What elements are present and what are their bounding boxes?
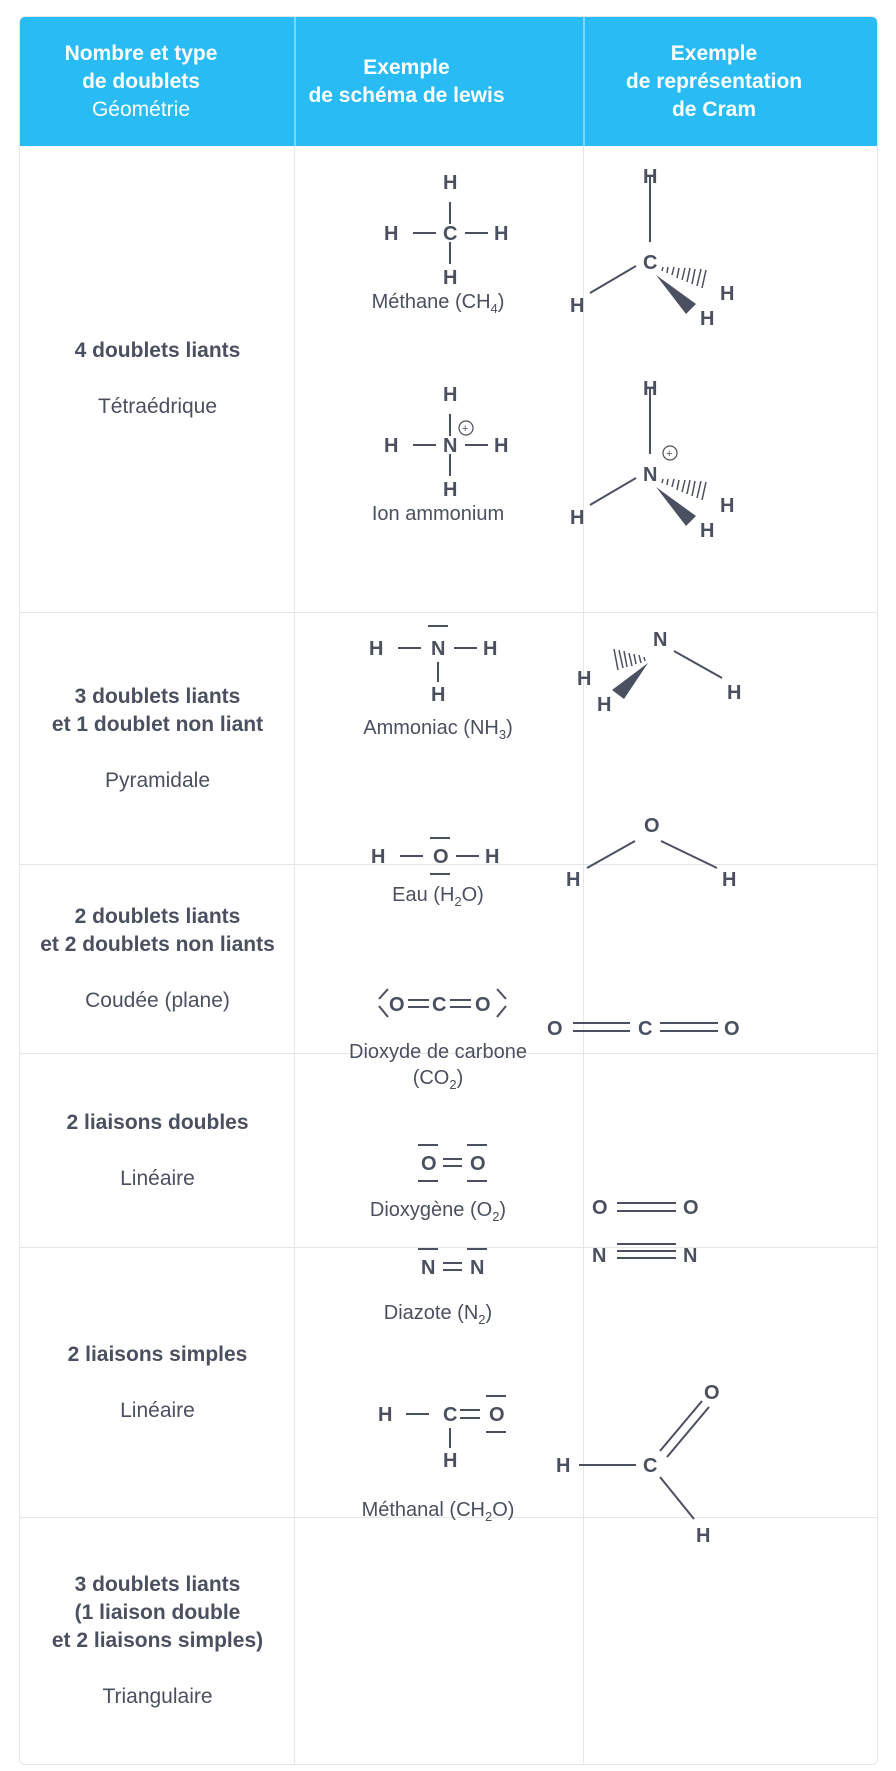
atom-label: H xyxy=(494,223,509,245)
header-text: Géométrie xyxy=(91,97,191,121)
atom-label: H xyxy=(700,520,715,542)
atom-label: H xyxy=(700,308,715,330)
atom-label: H xyxy=(431,684,446,706)
doublet-type: 3 doublets liants xyxy=(74,1573,241,1596)
geometry-name: Coudée (plane) xyxy=(85,989,230,1012)
atom-label: H xyxy=(443,172,458,194)
atom-label: H xyxy=(384,223,399,245)
geometry-table xyxy=(19,16,878,1765)
atom-label: H xyxy=(643,166,658,188)
doublet-type: 3 doublets liants xyxy=(74,684,241,708)
atom-label: N xyxy=(643,464,658,486)
doublet-type: et 2 liaisons simples) xyxy=(51,1629,264,1652)
header-text: Exemple xyxy=(363,55,450,79)
atom-label: C xyxy=(638,1018,653,1040)
atom-label: H xyxy=(696,1525,711,1547)
atom-label: O xyxy=(683,1197,699,1219)
atom-label: H xyxy=(722,869,737,891)
charge-label: + xyxy=(666,448,673,460)
atom-label: O xyxy=(433,846,449,868)
example-name: Dioxygène $(O_2)$ xyxy=(369,1199,507,1224)
doublet-type: 4 doublets liants xyxy=(74,339,241,362)
atom-label: O xyxy=(644,815,660,837)
molecule-drawings xyxy=(20,17,877,1764)
atom-label: H xyxy=(577,668,592,690)
doublet-type: et 1 doublet non liant xyxy=(51,712,264,736)
atom-label: H xyxy=(720,283,735,305)
header-text: de représentation xyxy=(625,69,803,93)
header-text: Exemple xyxy=(670,41,758,65)
example-name: Diazote $(N_2)$ xyxy=(383,1302,493,1327)
doublet-type: 2 liaisons simples xyxy=(67,1342,248,1366)
header-text: de schéma de lewis xyxy=(308,83,505,107)
atom-label: H xyxy=(483,638,498,660)
atom-label: N xyxy=(470,1257,485,1279)
atom-label: H xyxy=(570,295,585,317)
header-text: de Cram xyxy=(671,97,757,121)
atom-label: O xyxy=(475,994,491,1016)
geometry-name: Pyramidale xyxy=(104,768,211,792)
atom-label: H xyxy=(720,495,735,517)
atom-label: H xyxy=(371,846,386,868)
atom-label: O xyxy=(547,1018,563,1040)
geometry-name: Tétraédrique xyxy=(97,395,218,418)
atom-label: O xyxy=(489,1404,505,1426)
header-text: de doublets xyxy=(82,69,200,93)
example-name: Ion ammonium xyxy=(371,503,505,525)
atom-label: C xyxy=(643,252,658,274)
example-name: Dioxyde de carbone xyxy=(349,1041,527,1063)
doublet-type: 2 liaisons doubles xyxy=(66,1110,249,1134)
atom-label: H xyxy=(384,435,399,457)
atom-label: H xyxy=(369,638,384,660)
atom-label: N xyxy=(443,435,458,457)
atom-label: C xyxy=(432,994,447,1016)
example-name: Méthanal $(CH_2O)$ xyxy=(361,1499,515,1524)
atom-label: H xyxy=(556,1455,571,1477)
atom-label: H xyxy=(378,1404,393,1426)
atom-label: H xyxy=(597,694,612,716)
geometry-name: Linéaire xyxy=(120,1166,195,1190)
doublet-type: et 2 doublets non liants xyxy=(40,933,275,956)
atom-label: H xyxy=(443,267,458,289)
geometry-name: Triangulaire xyxy=(102,1685,213,1708)
header-text: Nombre et type xyxy=(64,41,218,65)
atom-label: O xyxy=(592,1197,608,1219)
doublet-type: (1 liaison double xyxy=(74,1601,241,1624)
atom-label: H xyxy=(485,846,500,868)
atom-label: N xyxy=(421,1257,436,1279)
example-name: Eau $(H_2O)$ xyxy=(392,884,484,909)
atom-label: H xyxy=(494,435,509,457)
atom-label: H xyxy=(443,479,458,501)
atom-label: H xyxy=(727,682,742,704)
atom-label: N xyxy=(431,638,446,660)
example-name: $(CO_2)$ xyxy=(412,1067,464,1092)
atom-label: O xyxy=(421,1153,437,1175)
atom-label: C xyxy=(443,1404,458,1426)
atom-label: H xyxy=(443,1450,458,1472)
atom-label: H xyxy=(566,869,581,891)
atom-label: O xyxy=(704,1382,720,1404)
atom-label: O xyxy=(470,1153,486,1175)
atom-label: H xyxy=(443,384,458,406)
example-name: Méthane $(CH_4)$ xyxy=(371,291,505,316)
atom-label: H xyxy=(570,507,585,529)
atom-label: N xyxy=(653,629,668,651)
atom-label: O xyxy=(389,994,405,1016)
doublet-type: 2 doublets liants xyxy=(74,905,241,928)
atom-label: O xyxy=(724,1018,740,1040)
atom-label: N xyxy=(683,1245,698,1267)
charge-label: + xyxy=(462,423,469,435)
atom-label: H xyxy=(643,378,658,400)
geometry-name: Linéaire xyxy=(120,1398,195,1422)
atom-label: C xyxy=(643,1455,658,1477)
example-name: Ammoniac $(NH_3)$ xyxy=(363,717,513,742)
atom-label: C xyxy=(443,223,458,245)
atom-label: N xyxy=(592,1245,607,1267)
